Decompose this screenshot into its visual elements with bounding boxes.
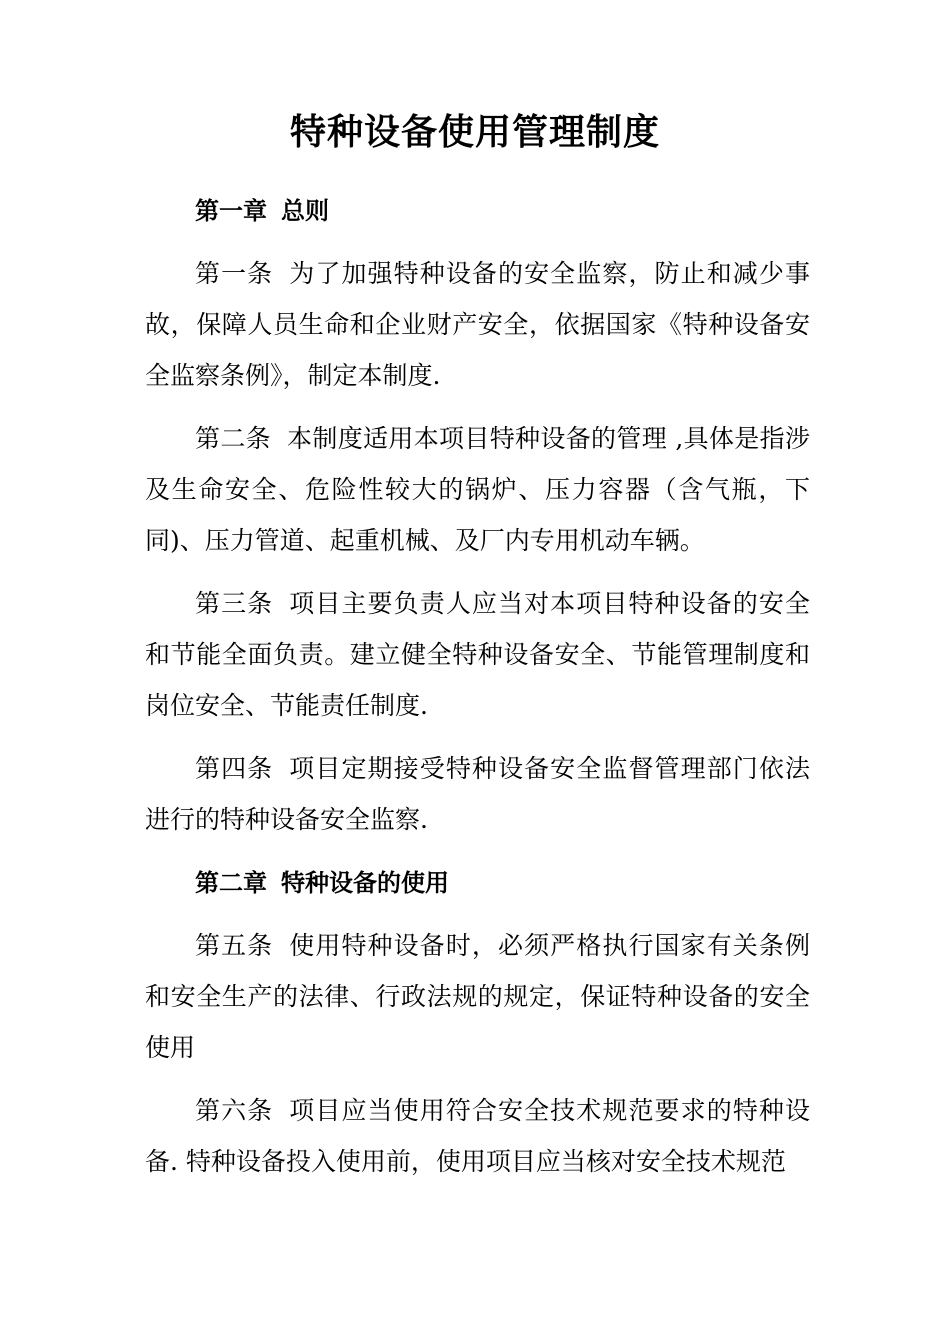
article-text: 使用特种设备时，必须严格执行国家有关条例和安全生产的法律、行政法规的规定，保证特种设备的安全使用 — [145, 931, 810, 1062]
article-label: 第四条 — [195, 754, 274, 783]
article-3 — [145, 578, 810, 731]
chapter-label: 第二章 — [195, 868, 267, 897]
article-text: 为了加强特种设备的安全监察，防止和减少事故，保障人员生命和企业财产安全，依据国家《特种设备安全监察条例》，制定本制度. — [145, 259, 810, 390]
document-body — [145, 185, 810, 1199]
article-text: 本制度适用本项目特种设备的管理 ,具体是指涉及生命安全、危险性较大的锅炉、压力容器（含气瓶，下同)、压力管道、起重机械、及厂内专用机动车辆。 — [145, 424, 810, 555]
article-6 — [145, 1085, 810, 1187]
article-text: 项目定期接受特种设备安全监督管理部门依法进行的特种设备安全监察. — [145, 754, 810, 834]
document-title: 特种设备使用管理制度 — [289, 111, 660, 153]
chapter-heading-2 — [145, 857, 810, 908]
article-1 — [145, 248, 810, 401]
article-text: 项目主要负责人应当对本项目特种设备的安全和节能全面负责。建立健全特种设备安全、节能管理制度和岗位安全、节能责任制度. — [145, 589, 810, 720]
article-label: 第一条 — [195, 259, 274, 288]
article-text: 项目应当使用符合安全技术规范要求的特种设备. 特种设备投入使用前，使用项目应当核对安全技术规范 — [145, 1096, 810, 1176]
article-label: 第六条 — [195, 1096, 274, 1125]
article-label: 第二条 — [195, 424, 272, 453]
chapter-name: 总则 — [281, 196, 329, 225]
chapter-label: 第一章 — [195, 196, 267, 225]
chapter-name: 特种设备的使用 — [281, 868, 449, 897]
article-4 — [145, 743, 810, 845]
article-label: 第五条 — [195, 931, 274, 960]
article-2 — [145, 413, 810, 566]
article-5 — [145, 920, 810, 1073]
article-label: 第三条 — [195, 589, 274, 618]
chapter-heading-1 — [145, 185, 810, 236]
